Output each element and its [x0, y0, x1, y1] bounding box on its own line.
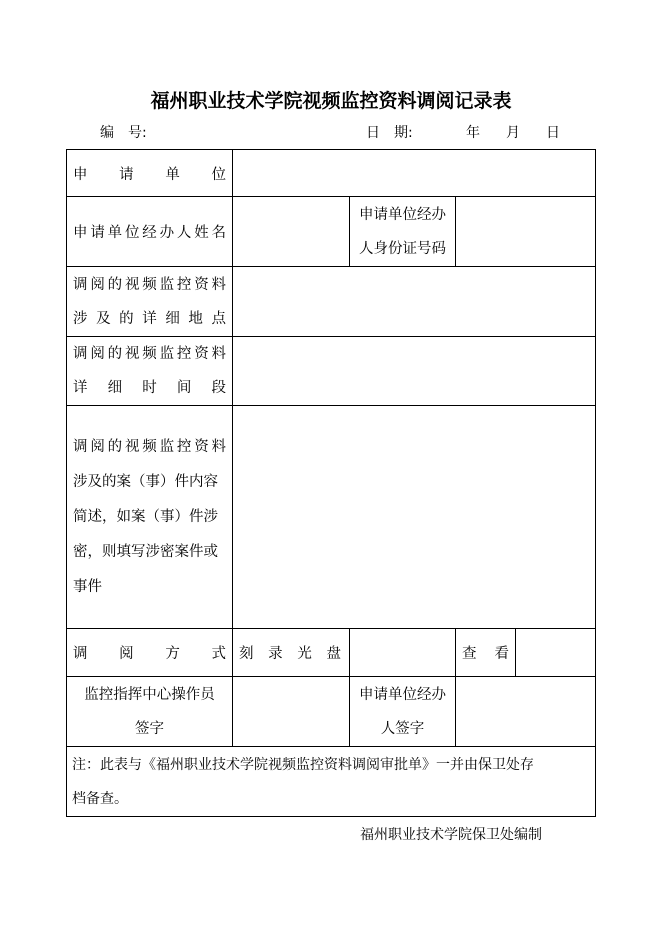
label-char: 姓 — [194, 225, 209, 241]
label-char: 监 — [159, 346, 175, 362]
handler-id-field[interactable] — [456, 197, 595, 266]
month-label: 月 — [506, 125, 520, 141]
label-char: 料 — [211, 438, 226, 455]
handler-id-line1: 申请单位经办 — [359, 206, 446, 223]
label-char: 点 — [211, 310, 226, 327]
time-line1 — [73, 337, 226, 371]
label-char: 的 — [107, 438, 123, 455]
location-label — [67, 267, 232, 336]
label-char: 频 — [142, 438, 157, 455]
label-char: 资 — [194, 346, 209, 362]
location-line1 — [73, 268, 226, 302]
location-line2 — [73, 302, 226, 336]
label-char: 阅 — [119, 646, 134, 662]
label-char: 人 — [176, 225, 192, 241]
view-option — [456, 629, 515, 676]
handler-id-label — [350, 197, 455, 266]
col-divider — [595, 149, 596, 817]
label-char: 细 — [165, 310, 180, 327]
label-char: 请 — [90, 225, 105, 241]
handler-name-text — [73, 221, 226, 242]
handler-sign-label — [350, 677, 455, 746]
label-char: 位 — [211, 166, 226, 183]
label-char: 经 — [142, 225, 157, 241]
label-char: 的 — [119, 310, 134, 327]
operator-sign-field[interactable] — [233, 677, 349, 746]
handler-id-line2: 人身份证号码 — [359, 240, 446, 257]
operator-line1: 监控指挥中心操作员 — [84, 686, 215, 703]
label-char: 时 — [142, 380, 157, 396]
note — [67, 747, 595, 816]
case-line — [73, 430, 226, 465]
case-line: 密，则填写涉密案件或 — [73, 543, 218, 560]
label-char: 盘 — [326, 646, 341, 662]
label-char: 段 — [211, 380, 226, 396]
handler-name-field[interactable] — [233, 197, 349, 266]
note-line1: 注：此表与《福州职业技术学院视频监控资料调阅审批单》一并由保卫处存 — [72, 756, 534, 773]
label-char: 频 — [142, 276, 157, 293]
operator-line2: 签字 — [135, 720, 164, 737]
label-char: 名 — [211, 225, 226, 241]
label-char: 调 — [73, 346, 88, 362]
year-label: 年 — [466, 125, 480, 141]
label-char: 监 — [159, 276, 175, 293]
handler-sign-line1: 申请单位经办 — [359, 686, 446, 703]
label-char: 查 — [462, 646, 477, 662]
note-line2: 档备查。 — [72, 790, 128, 807]
label-char: 的 — [107, 346, 123, 362]
label-char: 频 — [142, 346, 157, 362]
footer-issuer: 福州职业技术学院保卫处编制 — [360, 827, 542, 843]
method-text — [73, 642, 226, 663]
number-label: 编 号: — [100, 125, 147, 141]
label-char: 资 — [194, 276, 209, 293]
label-char: 间 — [176, 380, 192, 396]
label-char: 调 — [73, 646, 88, 662]
label-char: 申 — [73, 225, 88, 241]
label-char: 详 — [142, 310, 157, 327]
label-char: 办 — [159, 225, 175, 241]
handler-name-label — [67, 197, 232, 266]
row-divider — [66, 816, 596, 817]
page-title: 福州职业技术学院视频监控资料调阅记录表 — [150, 90, 512, 112]
applicant-unit-text — [73, 163, 226, 184]
day-label: 日 — [546, 125, 560, 141]
case-line: 事件 — [73, 578, 102, 595]
date-label: 日 期: — [366, 125, 413, 141]
label-char: 视 — [124, 346, 140, 362]
label-char: 控 — [176, 276, 192, 293]
label-char: 位 — [124, 225, 140, 241]
label-char: 监 — [159, 438, 175, 455]
label-char: 涉 — [73, 310, 88, 327]
label-char: 详 — [73, 380, 88, 396]
label-char: 请 — [119, 166, 134, 183]
label-char: 阅 — [90, 346, 105, 362]
label-char: 看 — [494, 646, 509, 662]
burn-disc-option — [233, 629, 349, 676]
label-char: 申 — [73, 166, 88, 183]
time-label — [67, 337, 232, 405]
label-char: 阅 — [90, 438, 105, 455]
method-label — [67, 629, 232, 676]
label-char: 方 — [165, 646, 180, 662]
label-char: 录 — [268, 646, 283, 662]
label-char: 细 — [107, 380, 123, 396]
label-char: 阅 — [90, 276, 105, 293]
label-char: 的 — [107, 276, 123, 293]
label-char: 刻 — [239, 646, 254, 662]
view-text — [462, 642, 509, 663]
burn-disc-text — [239, 642, 341, 663]
handler-sign-field[interactable] — [456, 677, 595, 746]
label-char: 资 — [194, 438, 209, 455]
label-char: 控 — [176, 438, 192, 455]
burn-disc-field[interactable] — [350, 629, 455, 676]
operator-sign-label — [67, 677, 232, 746]
label-char: 地 — [188, 310, 203, 327]
applicant-unit-label — [67, 150, 232, 196]
case-line: 涉及的案（事）件内容 — [73, 473, 218, 490]
label-char: 及 — [96, 310, 111, 327]
label-char: 控 — [176, 346, 192, 362]
label-char: 视 — [124, 438, 140, 455]
case-line: 简述，如案（事）件涉 — [73, 508, 218, 525]
view-field[interactable] — [516, 629, 595, 676]
time-line2 — [73, 371, 226, 405]
handler-sign-line2: 人签字 — [380, 720, 425, 737]
case-label — [67, 406, 232, 628]
label-char: 视 — [124, 276, 140, 293]
applicant-unit-field[interactable] — [233, 150, 595, 196]
case-field[interactable] — [233, 406, 595, 628]
label-char: 料 — [211, 276, 226, 293]
time-field[interactable] — [233, 337, 595, 405]
label-char: 单 — [107, 225, 123, 241]
label-char: 调 — [73, 438, 88, 455]
label-char: 料 — [211, 346, 226, 362]
label-char: 调 — [73, 276, 88, 293]
label-char: 光 — [297, 646, 312, 662]
label-char: 单 — [165, 166, 180, 183]
label-char: 式 — [211, 646, 226, 662]
location-field[interactable] — [233, 267, 595, 336]
